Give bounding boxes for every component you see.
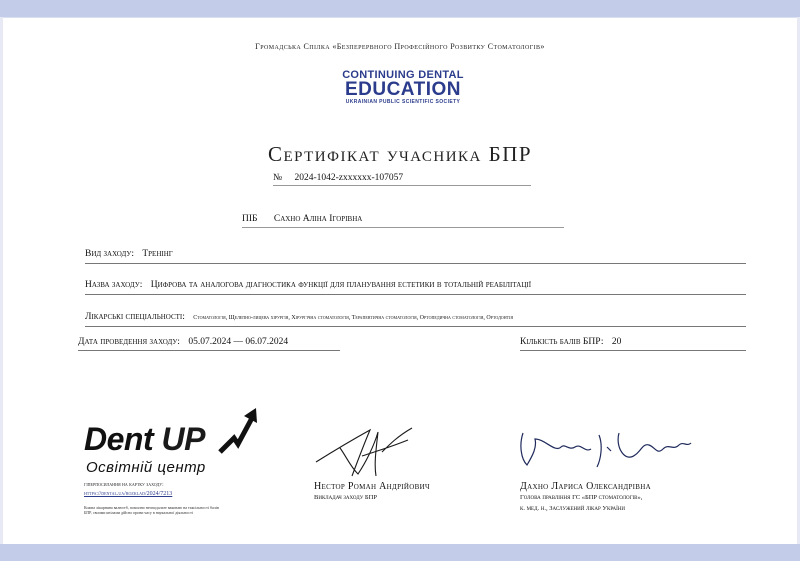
signatory2-name: Дахно Лариса Олександрівна xyxy=(520,481,651,492)
points-value: 20 xyxy=(611,337,622,347)
signature-dakhno xyxy=(515,425,695,475)
logo-line-1: CONTINUING DENTAL xyxy=(342,69,464,81)
dentup-subtitle: Освітній центр xyxy=(86,459,206,476)
certificate-number-field xyxy=(273,173,531,186)
signatory2-role-line2: к. мед. н., Заслужений лікар України xyxy=(520,505,625,512)
event-name-value: Цифрова та аналогова діагностика функції для планування естетики в тотальній реабілітації xyxy=(150,280,532,290)
growth-arrow-icon xyxy=(216,406,262,456)
footnote-text: Кожна лікарняна валюєтб, помилно непподальте ваконаю на таксільності балів БПР, своими кнілами дійсно прови часу в наукальної діяльності xyxy=(84,505,219,515)
event-type-field xyxy=(85,249,746,264)
top-border-line xyxy=(0,17,800,18)
bottom-border-band xyxy=(0,544,800,561)
signature-nestor xyxy=(312,422,422,482)
dentup-logo-text xyxy=(84,421,205,458)
number-label: № xyxy=(273,173,283,183)
specialties-label: Лікарські спеціальності: xyxy=(85,312,185,322)
dentup-logo-text-up: UP xyxy=(161,421,205,457)
points-label: Кількість балів БПР: xyxy=(520,337,604,347)
certificate-number: 2024-1042-zxxxxxx-107057 xyxy=(294,173,404,183)
organization-name: Громадська Спілка «Безперервного Професійного Розвитку Стоматологів» xyxy=(255,42,545,51)
dentup-logo-text-dent: Dent xyxy=(84,421,162,457)
logo-line-2: EDUCATION xyxy=(344,79,462,100)
top-border-band xyxy=(0,0,800,17)
specialties-value: Стоматологія, Щелепно-лицева хірургія, Хірургічна стоматологія, Терапевтична стоматологія, Ортопедична стоматологія, Ортодонтія xyxy=(193,315,514,321)
left-border xyxy=(0,17,3,544)
event-dates-value: 05.07.2024 — 06.07.2024 xyxy=(188,337,289,347)
participant-name: Сахно Аліна Ігорівна xyxy=(273,214,363,224)
event-name-field xyxy=(85,280,746,295)
event-dates-label: Дата проведення заходу: xyxy=(78,337,180,347)
participant-field xyxy=(242,214,564,228)
event-type-label: Вид заходу: xyxy=(85,249,134,259)
signatory2-role-line1: Голова правління ГС «БПР стоматологів», xyxy=(520,494,643,501)
cde-logo xyxy=(328,70,478,110)
event-dates-field xyxy=(78,337,340,351)
dentup-logo xyxy=(84,406,264,478)
signatory1-name: Нестор Роман Андрійович xyxy=(314,481,430,492)
event-type-value: Тренінг xyxy=(142,249,173,259)
event-link[interactable]: https://dental.ua/rozklad/2024/7213 xyxy=(84,491,173,497)
logo-line-3: UKRAINIAN PUBLIC SCIENTIFIC SOCIETY xyxy=(345,99,461,105)
participant-label: ПІБ xyxy=(242,214,258,224)
specialties-field xyxy=(85,312,746,327)
event-name-label: Назва заходу: xyxy=(85,280,143,290)
certificate-title: Сертифікат учасника БПР xyxy=(267,142,533,166)
signatory1-role: Викладач заходу БПР xyxy=(314,494,377,501)
event-link-label: гіперпосилання на картку заходу: xyxy=(84,482,164,488)
points-field xyxy=(520,337,746,351)
